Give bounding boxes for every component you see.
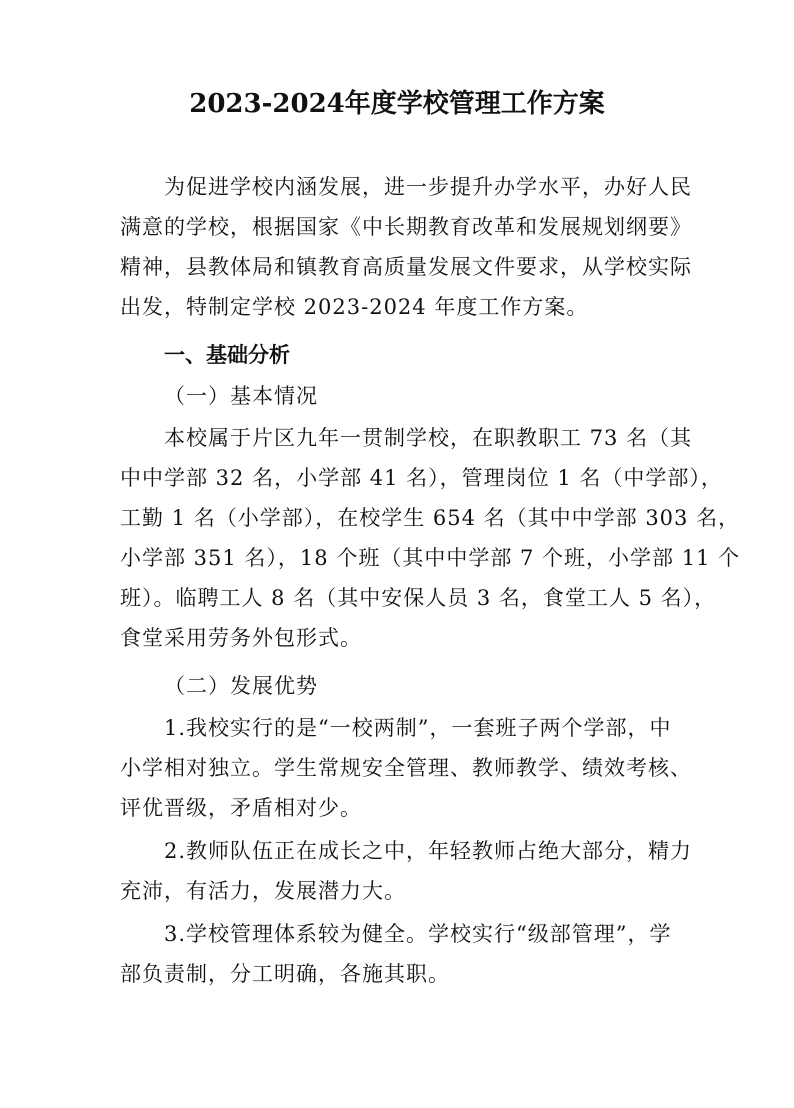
- intro-line-2: 满意的学校，根据国家《中长期教育改革和发展规划纲要》: [120, 215, 692, 239]
- basic-situation-paragraph: [120, 418, 741, 658]
- advantage-item-2: [120, 831, 693, 911]
- advantage-1-line-1: 1.我校实行的是“一校两制”，一套班子两个学部，中: [164, 716, 672, 740]
- advantage-1-line-2: 小学相对独立。学生常规安全管理、教师教学、绩效考核、: [120, 756, 692, 780]
- advantage-2-line-2: 充沛，有活力，发展潜力大。: [120, 879, 406, 903]
- basic-line-3: 工勤 1 名（小学部），在校学生 654 名（其中中学部 303 名，: [120, 506, 741, 530]
- advantage-3-line-2: 部负责制，分工明确，各施其职。: [120, 962, 450, 986]
- intro-line-4: 出发，特制定学校 2023-2024 年度工作方案。: [120, 295, 589, 319]
- subsection-basic-heading: （一）基本情况: [164, 384, 318, 408]
- section-1-heading: 一、基础分析: [164, 343, 290, 367]
- basic-line-6: 食堂采用劳务外包形式。: [120, 626, 362, 650]
- basic-line-1: 本校属于片区九年一贯制学校，在职教职工 73 名（其: [164, 426, 693, 450]
- intro-paragraph: [120, 167, 692, 327]
- advantage-2-line-1: 2.教师队伍正在成长之中，年轻教师占绝大部分，精力: [164, 839, 693, 863]
- subsection-advantages-heading: （二）发展优势: [164, 674, 318, 698]
- basic-line-5: 班）。临聘工人 8 名（其中安保人员 3 名，食堂工人 5 名），: [120, 586, 717, 610]
- intro-line-1: 为促进学校内涵发展，进一步提升办学水平，办好人民: [164, 175, 692, 199]
- advantage-1-line-3: 评优晋级，矛盾相对少。: [120, 796, 362, 820]
- advantage-item-1: [120, 708, 692, 828]
- document-title: 2023-2024年度学校管理工作方案: [189, 89, 605, 119]
- advantage-3-line-1: 3.学校管理体系较为健全。学校实行“级部管理”，学: [164, 922, 672, 946]
- intro-line-3: 精神，县教体局和镇教育高质量发展文件要求，从学校实际: [120, 255, 692, 279]
- basic-line-2: 中中学部 32 名，小学部 41 名），管理岗位 1 名（中学部），: [120, 466, 723, 490]
- advantage-item-3: [120, 914, 680, 994]
- basic-line-4: 小学部 351 名），18 个班（其中中学部 7 个班，小学部 11 个: [120, 546, 741, 570]
